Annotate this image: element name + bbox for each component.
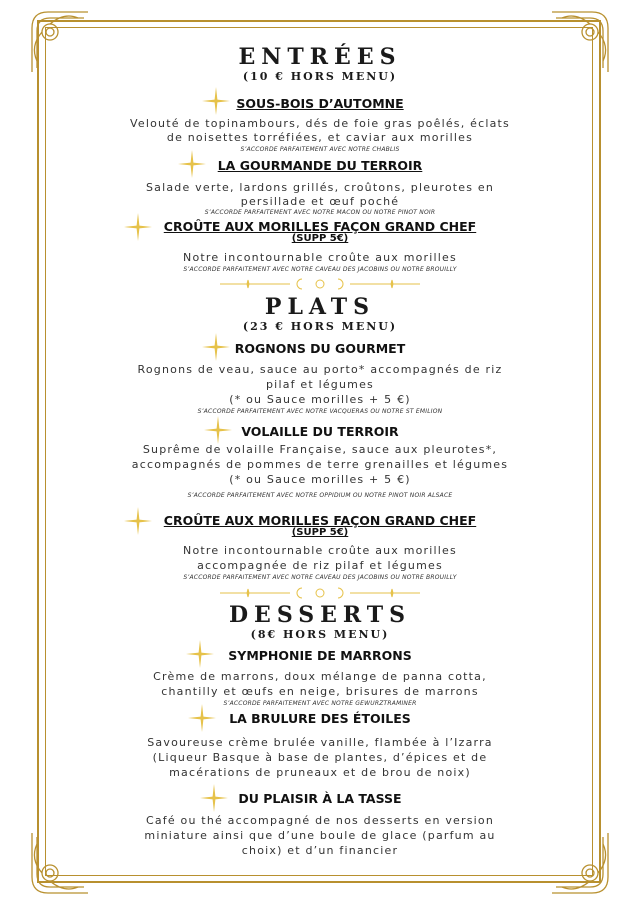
item-desc-line: Notre incontournable croûte aux morilles	[183, 544, 457, 557]
item-desc-line: chantilly et œufs en neige, brisures de marrons	[161, 685, 479, 698]
item-desc-line: pilaf et légumes	[266, 378, 374, 391]
item-desc-line: accompagnée de riz pilaf et légumes	[197, 559, 443, 572]
item-title: DU PLAISIR À LA TASSE	[238, 791, 402, 806]
section-subtitle-plats: (23 € HORS MENU)	[242, 320, 398, 333]
item-desc-line: Salade verte, lardons grillés, croûtons, pleurotes en	[145, 181, 495, 194]
moon-divider-icon	[220, 586, 420, 600]
item-title: LA BRULURE DES ÉTOILES	[229, 711, 411, 726]
section-subtitle-entrees: (10 € HORS MENU)	[242, 70, 398, 83]
supplement-note: (SUPP 5€)	[291, 233, 349, 244]
item-desc-line: macérations de pruneaux et de brou de noix)	[169, 766, 471, 779]
section-title-plats: PLATS	[264, 294, 376, 320]
wine-pairing: S’ACCORDE PARFAITEMENT AVEC NOTRE OPPIDIUM OU NOTRE PINOT NOIR ALSACE	[187, 492, 453, 499]
item-title: VOLAILLE DU TERROIR	[241, 424, 399, 439]
item-desc-line: de noisettes torréfiées, et caviar aux morilles	[166, 131, 474, 144]
moon-divider-icon	[220, 277, 420, 291]
section-title-desserts: DESSERTS	[228, 602, 412, 628]
item-title: SYMPHONIE DE MARRONS	[228, 648, 412, 663]
item-desc-line: (* ou Sauce morilles + 5 €)	[229, 393, 411, 406]
item-desc-line: choix) et d’un financier	[241, 844, 399, 857]
wine-pairing: S’ACCORDE PARFAITEMENT AVEC NOTRE CAVEAU DES JACOBINS OU NOTRE BROUILLY	[183, 266, 457, 273]
section-title-entrees: ENTRÉES	[238, 44, 402, 70]
item-desc-line: Notre incontournable croûte aux morilles	[183, 251, 457, 264]
wine-pairing: S’ACCORDE PARFAITEMENT AVEC NOTRE GEWURZTRAMINER	[223, 700, 417, 707]
item-desc-line: miniature ainsi que d’une boule de glace (parfum au	[144, 829, 496, 842]
wine-pairing: S’ACCORDE PARFAITEMENT AVEC NOTRE CHABLIS	[240, 146, 400, 153]
item-title: CROÛTE AUX MORILLES FAÇON GRAND CHEF	[163, 513, 477, 528]
item-desc-line: Crème de marrons, doux mélange de panna cotta,	[153, 670, 487, 683]
section-subtitle-desserts: (8€ HORS MENU)	[250, 628, 390, 641]
supplement-note: (SUPP 5€)	[291, 527, 349, 538]
item-desc-line: (* ou Sauce morilles + 5 €)	[229, 473, 411, 486]
item-title: LA GOURMANDE DU TERROIR	[217, 158, 423, 173]
item-desc-line: Rognons de veau, sauce au porto* accompagnés de riz	[137, 363, 503, 376]
item-title: SOUS-BOIS D’AUTOMNE	[236, 96, 404, 111]
wine-pairing: S’ACCORDE PARFAITEMENT AVEC NOTRE MACON OU NOTRE PINOT NOIR	[204, 209, 436, 216]
item-desc-line: Savoureuse crème brulée vanille, flambée à l’Izarra	[147, 736, 493, 749]
item-desc-line: persillade et œuf poché	[240, 195, 400, 208]
item-desc-line: Velouté de topinambours, dés de foie gras poêlés, éclats	[130, 117, 510, 130]
item-title: CROÛTE AUX MORILLES FAÇON GRAND CHEF	[163, 219, 477, 234]
item-desc-line: Café ou thé accompagné de nos desserts en version	[145, 814, 495, 827]
item-desc-line: Suprême de volaille Française, sauce aux pleurotes*,	[142, 443, 498, 456]
wine-pairing: S’ACCORDE PARFAITEMENT AVEC NOTRE VACQUERAS OU NOTRE ST EMILION	[197, 408, 443, 415]
item-title: ROGNONS DU GOURMET	[234, 341, 406, 356]
wine-pairing: S’ACCORDE PARFAITEMENT AVEC NOTRE CAVEAU DES JACOBINS OU NOTRE BROUILLY	[183, 574, 457, 581]
item-desc-line: accompagnés de pommes de terre grenailles et légumes	[131, 458, 509, 471]
item-desc-line: (Liqueur Basque à base de plantes, d’épices et de	[152, 751, 488, 764]
